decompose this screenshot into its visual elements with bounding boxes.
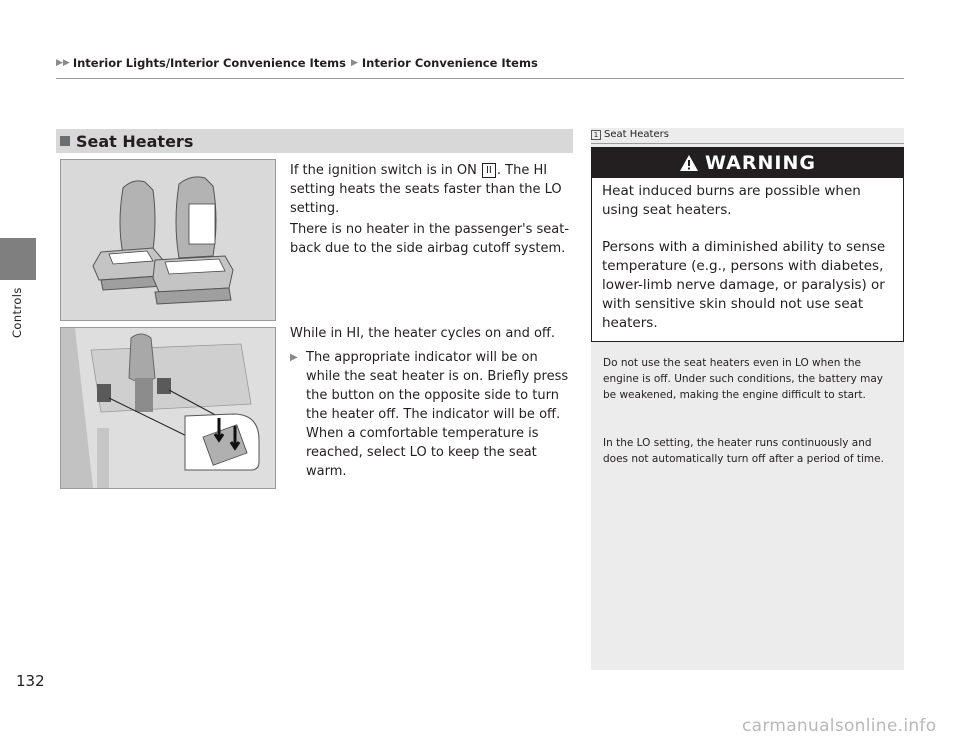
- warning-title: WARNING: [705, 152, 816, 174]
- ignition-on-symbol: II: [482, 163, 496, 178]
- side-panel-head: 1 Seat Heaters: [591, 129, 669, 140]
- watermark: carmanualsonline.info: [742, 716, 937, 736]
- warning-triangle-icon: [679, 154, 699, 172]
- bullet-arrow-icon: ▶: [290, 352, 298, 363]
- side-panel-divider: [591, 143, 904, 144]
- page-number: 132: [16, 672, 45, 690]
- console-switch-icon: [61, 328, 275, 488]
- section-header: [56, 129, 573, 153]
- indicator-note: ▶ The appropriate indicator will be on while the seat heater is on. Briefly press the button on the opposite side to turn the heater off. The indicator will be off. When a comfortable temperature is reached, select LO to keep the seat warm.: [290, 350, 569, 479]
- warning-body: Heat induced burns are possible when using seat heaters. Persons with a diminished ability to sense temperature (e.g., persons with diabetes, lower-limb nerve damage, or paralysis) or with sensitive skin should not use seat heaters.: [602, 183, 886, 331]
- chapter-label: Controls: [10, 287, 24, 338]
- warning-box: [591, 147, 904, 342]
- lo-setting-note: In the LO setting, the heater runs continuously and does not automatically turn off after a period of time.: [603, 437, 884, 465]
- warning-header: [592, 148, 903, 178]
- intro-paragraph: If the ignition switch is in ON II . The HI setting heats the seats faster than the LO setting.: [290, 163, 562, 216]
- heater-switch-illustration: [60, 327, 276, 489]
- breadcrumb-arrow-icon: ▶▶: [56, 58, 70, 68]
- passenger-paragraph: There is no heater in the passenger's seat-back due to the side airbag cutoff system.: [290, 222, 570, 256]
- section-square-icon: [60, 136, 70, 146]
- seat-heater-illustration: [60, 159, 276, 321]
- header-divider: [56, 78, 904, 79]
- breadcrumb-arrow-icon: ▶: [350, 58, 358, 68]
- engine-off-note: Do not use the seat heaters even in LO when the engine is off. Under such conditions, the battery may be weakened, making the engine difficult to start.: [603, 357, 884, 401]
- breadcrumb-item[interactable]: Interior Convenience Items: [361, 56, 538, 70]
- reference-marker-icon: 1: [591, 130, 601, 140]
- seats-icon: [61, 160, 275, 320]
- section-title: Seat Heaters: [76, 131, 194, 151]
- cycle-paragraph: While in HI, the heater cycles on and off.: [290, 326, 556, 341]
- breadcrumb: [56, 56, 538, 70]
- breadcrumb-item[interactable]: Interior Lights/Interior Convenience Items: [72, 56, 346, 70]
